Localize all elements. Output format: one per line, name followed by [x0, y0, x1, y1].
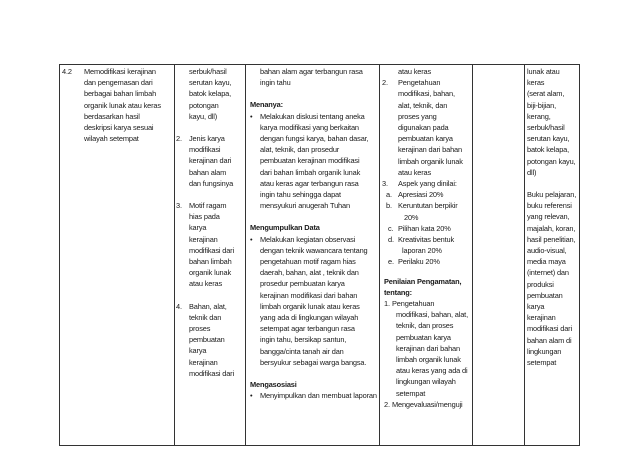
competency-cell	[62, 66, 172, 144]
assessment-line: digunakan pada	[398, 123, 449, 133]
resource-line: majalah, koran,	[527, 223, 576, 233]
activity-line: ingin tahu sehingga dapat	[260, 190, 341, 200]
resource-line: biji-bijian,	[527, 100, 557, 110]
mengasosiasi-bullet	[248, 390, 378, 401]
resource-line: keras	[527, 78, 545, 88]
activity-line: mensyukuri anugerah Tuhan	[260, 201, 350, 211]
column-divider-5	[524, 64, 525, 446]
mengumpulkan-heading: Mengumpulkan Data	[250, 223, 320, 233]
column-divider-2	[245, 64, 246, 446]
aspect-b	[386, 200, 472, 222]
aspect-label: a.	[386, 190, 392, 200]
material-item-4	[176, 301, 244, 379]
material-line: pembuatan	[189, 335, 225, 345]
aspect-line: laporan 20%	[402, 246, 442, 256]
competency-line: berdasarkan hasil	[84, 111, 140, 121]
aspect-c	[388, 223, 472, 234]
assessment-aspect-title: Aspek yang dinilai:	[398, 179, 457, 189]
competency-line: Memodifikasi kerajinan	[84, 67, 156, 76]
assessment-line: Pengetahuan	[398, 78, 441, 88]
observation-line: limbah organik lunak	[396, 355, 461, 365]
resources-block-1	[527, 66, 579, 178]
activity-line: setempat agar terbangun rasa	[260, 324, 355, 334]
assessment-item-number: 2.	[382, 78, 388, 88]
resource-line: Buku pelajaran,	[527, 190, 577, 200]
material-line: Jenis karya	[189, 134, 225, 144]
resource-line: modifikasi dari	[527, 324, 572, 334]
aspect-line: Pilihan kata 20%	[398, 223, 451, 233]
observation-item-2	[384, 399, 472, 410]
activity-line: ingin tahu	[260, 78, 291, 88]
resource-line: lingkungan	[527, 346, 562, 356]
activity-line: limbah organik lunak atau keras	[260, 301, 360, 311]
mengasosiasi-heading: Mengasosiasi	[250, 380, 297, 390]
observation-line: pembuatan karya	[396, 332, 451, 342]
activities-intro	[248, 66, 378, 88]
material-line: modifikasi dari	[189, 245, 234, 255]
material-line: batok kelapa,	[189, 89, 232, 99]
competency-text	[62, 66, 172, 144]
aspect-line: Apresiasi 20%	[398, 190, 444, 200]
resource-line: potongan kayu,	[527, 156, 576, 166]
aspect-line: Keruntutan berpikir	[398, 201, 458, 211]
syllabus-table	[59, 64, 580, 446]
assessment-line: modifikasi, bahan,	[398, 89, 455, 99]
activity-line: prosedur pembuatan karya	[260, 279, 345, 289]
material-line: kerajinan	[189, 357, 218, 367]
activity-line: ingin tahu, bersikap santun,	[260, 335, 347, 345]
competency-line: deskripsi karya sesuai	[84, 123, 154, 133]
resource-line: audio-visual,	[527, 246, 567, 256]
activities-cell	[248, 66, 378, 401]
material-line: proses	[189, 324, 211, 334]
material-item-2	[176, 133, 244, 189]
material-line: atau keras	[189, 279, 223, 289]
observation-item-number: 2.	[384, 399, 390, 409]
resources-cell	[527, 66, 579, 368]
aspect-line: Perilaku 20%	[398, 257, 440, 267]
material-line: karya	[189, 346, 207, 356]
activity-line: atau keras agar terbangun rasa	[260, 178, 359, 188]
activity-line: bangga/cinta tanah air dan	[260, 346, 344, 356]
mengumpulkan-bullet	[248, 234, 378, 368]
material-line: kerajinan dari	[189, 156, 232, 166]
material-line: karya	[189, 223, 207, 233]
observation-line: lingkungan wilayah	[396, 377, 456, 387]
activity-line: dengan teknik wawancara tentang	[260, 245, 368, 255]
material-line: teknik dan	[189, 312, 222, 322]
activity-line: bersyukur sebagai warga bangsa.	[260, 357, 367, 367]
competency-line: dan pengemasan dari	[84, 78, 153, 88]
resource-line: setempat	[527, 358, 557, 368]
resource-line: serutan kayu,	[527, 134, 570, 144]
table-bottom-border	[59, 445, 580, 446]
aspect-d	[388, 234, 472, 256]
assessment-item-3	[382, 178, 472, 189]
aspect-label: c.	[388, 223, 394, 233]
activity-line: • Melakukan kegiatan observasi	[260, 234, 356, 244]
material-line: modifikasi	[189, 145, 221, 155]
observation-heading-line: Penilaian Pengamatan,	[384, 276, 462, 286]
resource-line: pembuatan karya	[527, 290, 563, 312]
menanya-bullet	[248, 111, 378, 212]
resource-line: (serat alam,	[527, 89, 565, 99]
activity-line: alat, teknik, dan prosedur	[260, 145, 340, 155]
assessment-intro	[382, 66, 472, 77]
aspect-line: 20%	[404, 212, 419, 222]
observation-line: modifikasi, bahan, alat,	[396, 310, 468, 320]
column-divider-3	[379, 64, 380, 446]
table-right-border	[579, 64, 580, 446]
observation-line: teknik, dan proses	[396, 321, 454, 331]
resource-line: lunak atau	[527, 67, 560, 76]
table-left-border	[59, 64, 60, 446]
material-line: dan fungsinya	[189, 178, 234, 188]
activity-line: daerah, bahan, alat , teknik dan	[260, 268, 359, 278]
resource-line: media maya	[527, 257, 566, 267]
activity-line: dengan fungsi karya, bahan dasar,	[260, 134, 369, 144]
column-divider-1	[174, 64, 175, 446]
observation-line: kerajinan dari bahan	[396, 343, 460, 353]
material-line: bahan limbah	[189, 257, 232, 267]
assessment-line: atau keras	[398, 67, 432, 76]
material-line: hias pada	[189, 212, 220, 222]
observation-heading-line: tentang:	[384, 287, 412, 297]
competency-line: berbagai bahan limbah	[84, 89, 157, 99]
activity-line: yang ada di lingkungan wilayah	[260, 313, 359, 323]
activity-line: pengetahuan motif ragam hias	[260, 257, 356, 267]
assessment-line: limbah organik lunak	[398, 156, 463, 166]
resource-line: (internet) dan	[527, 268, 569, 278]
material-line: serutan kayu,	[189, 78, 232, 88]
table-top-border	[59, 64, 580, 65]
competency-number: 4.2	[62, 67, 72, 76]
material-item-number: 4.	[176, 301, 182, 311]
material-intro	[176, 66, 244, 122]
assessment-line: alat, teknik, dan	[398, 100, 448, 110]
resource-line: yang relevan,	[527, 212, 570, 222]
resource-line: buku referensi	[527, 201, 572, 211]
aspect-label: e.	[388, 257, 394, 267]
competency-line: organik lunak atau keras	[84, 100, 161, 110]
column-divider-4	[472, 64, 473, 446]
activity-line: pembuatan kerajinan modifikasi	[260, 156, 360, 166]
activity-line: karya modifikasi yang berkaitan	[260, 122, 359, 132]
observation-line: Mengevaluasi/menguji	[392, 399, 463, 409]
assessment-line: atau keras	[398, 167, 432, 177]
material-line: organik lunak	[189, 268, 232, 278]
observation-heading	[382, 276, 472, 298]
material-item-number: 3.	[176, 201, 182, 211]
material-item-number: 2.	[176, 134, 182, 144]
material-line: kayu, dll)	[189, 111, 218, 121]
material-line: serbuk/hasil	[189, 67, 227, 76]
resource-line: serbuk/hasil	[527, 123, 565, 133]
resources-block-2	[527, 189, 579, 368]
material-line: potongan	[189, 100, 219, 110]
material-line: Bahan, alat,	[189, 301, 227, 311]
assessment-item-number: 3.	[382, 179, 388, 189]
aspect-e	[388, 256, 472, 267]
resource-line: batok kelapa,	[527, 145, 570, 155]
assessment-cell	[382, 66, 472, 410]
material-line: bahan alam	[189, 167, 227, 177]
activity-line: kerajinan modifikasi dari bahan	[260, 290, 358, 300]
assessment-line: proses yang	[398, 111, 437, 121]
observation-item-1	[384, 298, 472, 399]
aspect-line: Kreativitas bentuk	[398, 235, 455, 245]
assessment-line: kerajinan dari bahan	[398, 145, 462, 155]
observation-line: Pengetahuan	[392, 299, 435, 309]
material-cell	[176, 66, 244, 379]
observation-item-number: 1.	[384, 299, 390, 309]
activity-line: bahan alam agar terbangun rasa	[260, 67, 363, 76]
resource-line: produksi	[527, 279, 554, 289]
observation-line: atau keras yang ada di	[396, 366, 468, 376]
activity-line: • Melakukan diskusi tentang aneka	[260, 111, 365, 121]
resource-line: kerajinan	[527, 313, 556, 323]
resource-line: bahan alam di	[527, 335, 572, 345]
menanya-heading: Menanya:	[250, 100, 283, 110]
activity-line: • Menyimpulkan dan membuat laporan	[260, 391, 377, 401]
aspect-label: b.	[386, 201, 392, 211]
material-line: Motif ragam	[189, 201, 227, 211]
resource-line: kerang,	[527, 111, 551, 121]
material-line: kerajinan	[189, 234, 218, 244]
aspect-label: d.	[388, 235, 394, 245]
activity-line: dari bahan limbah organik lunak	[260, 167, 361, 177]
material-item-3	[176, 200, 244, 290]
assessment-item-2	[382, 77, 472, 178]
competency-line: wilayah setempat	[84, 134, 139, 144]
resource-line: dll)	[527, 167, 537, 177]
resource-line: hasil penelitian,	[527, 234, 576, 244]
assessment-line: pembuatan karya	[398, 134, 453, 144]
aspect-a	[386, 189, 472, 200]
observation-line: setempat	[396, 388, 426, 398]
material-line: modifikasi dari	[189, 368, 234, 378]
